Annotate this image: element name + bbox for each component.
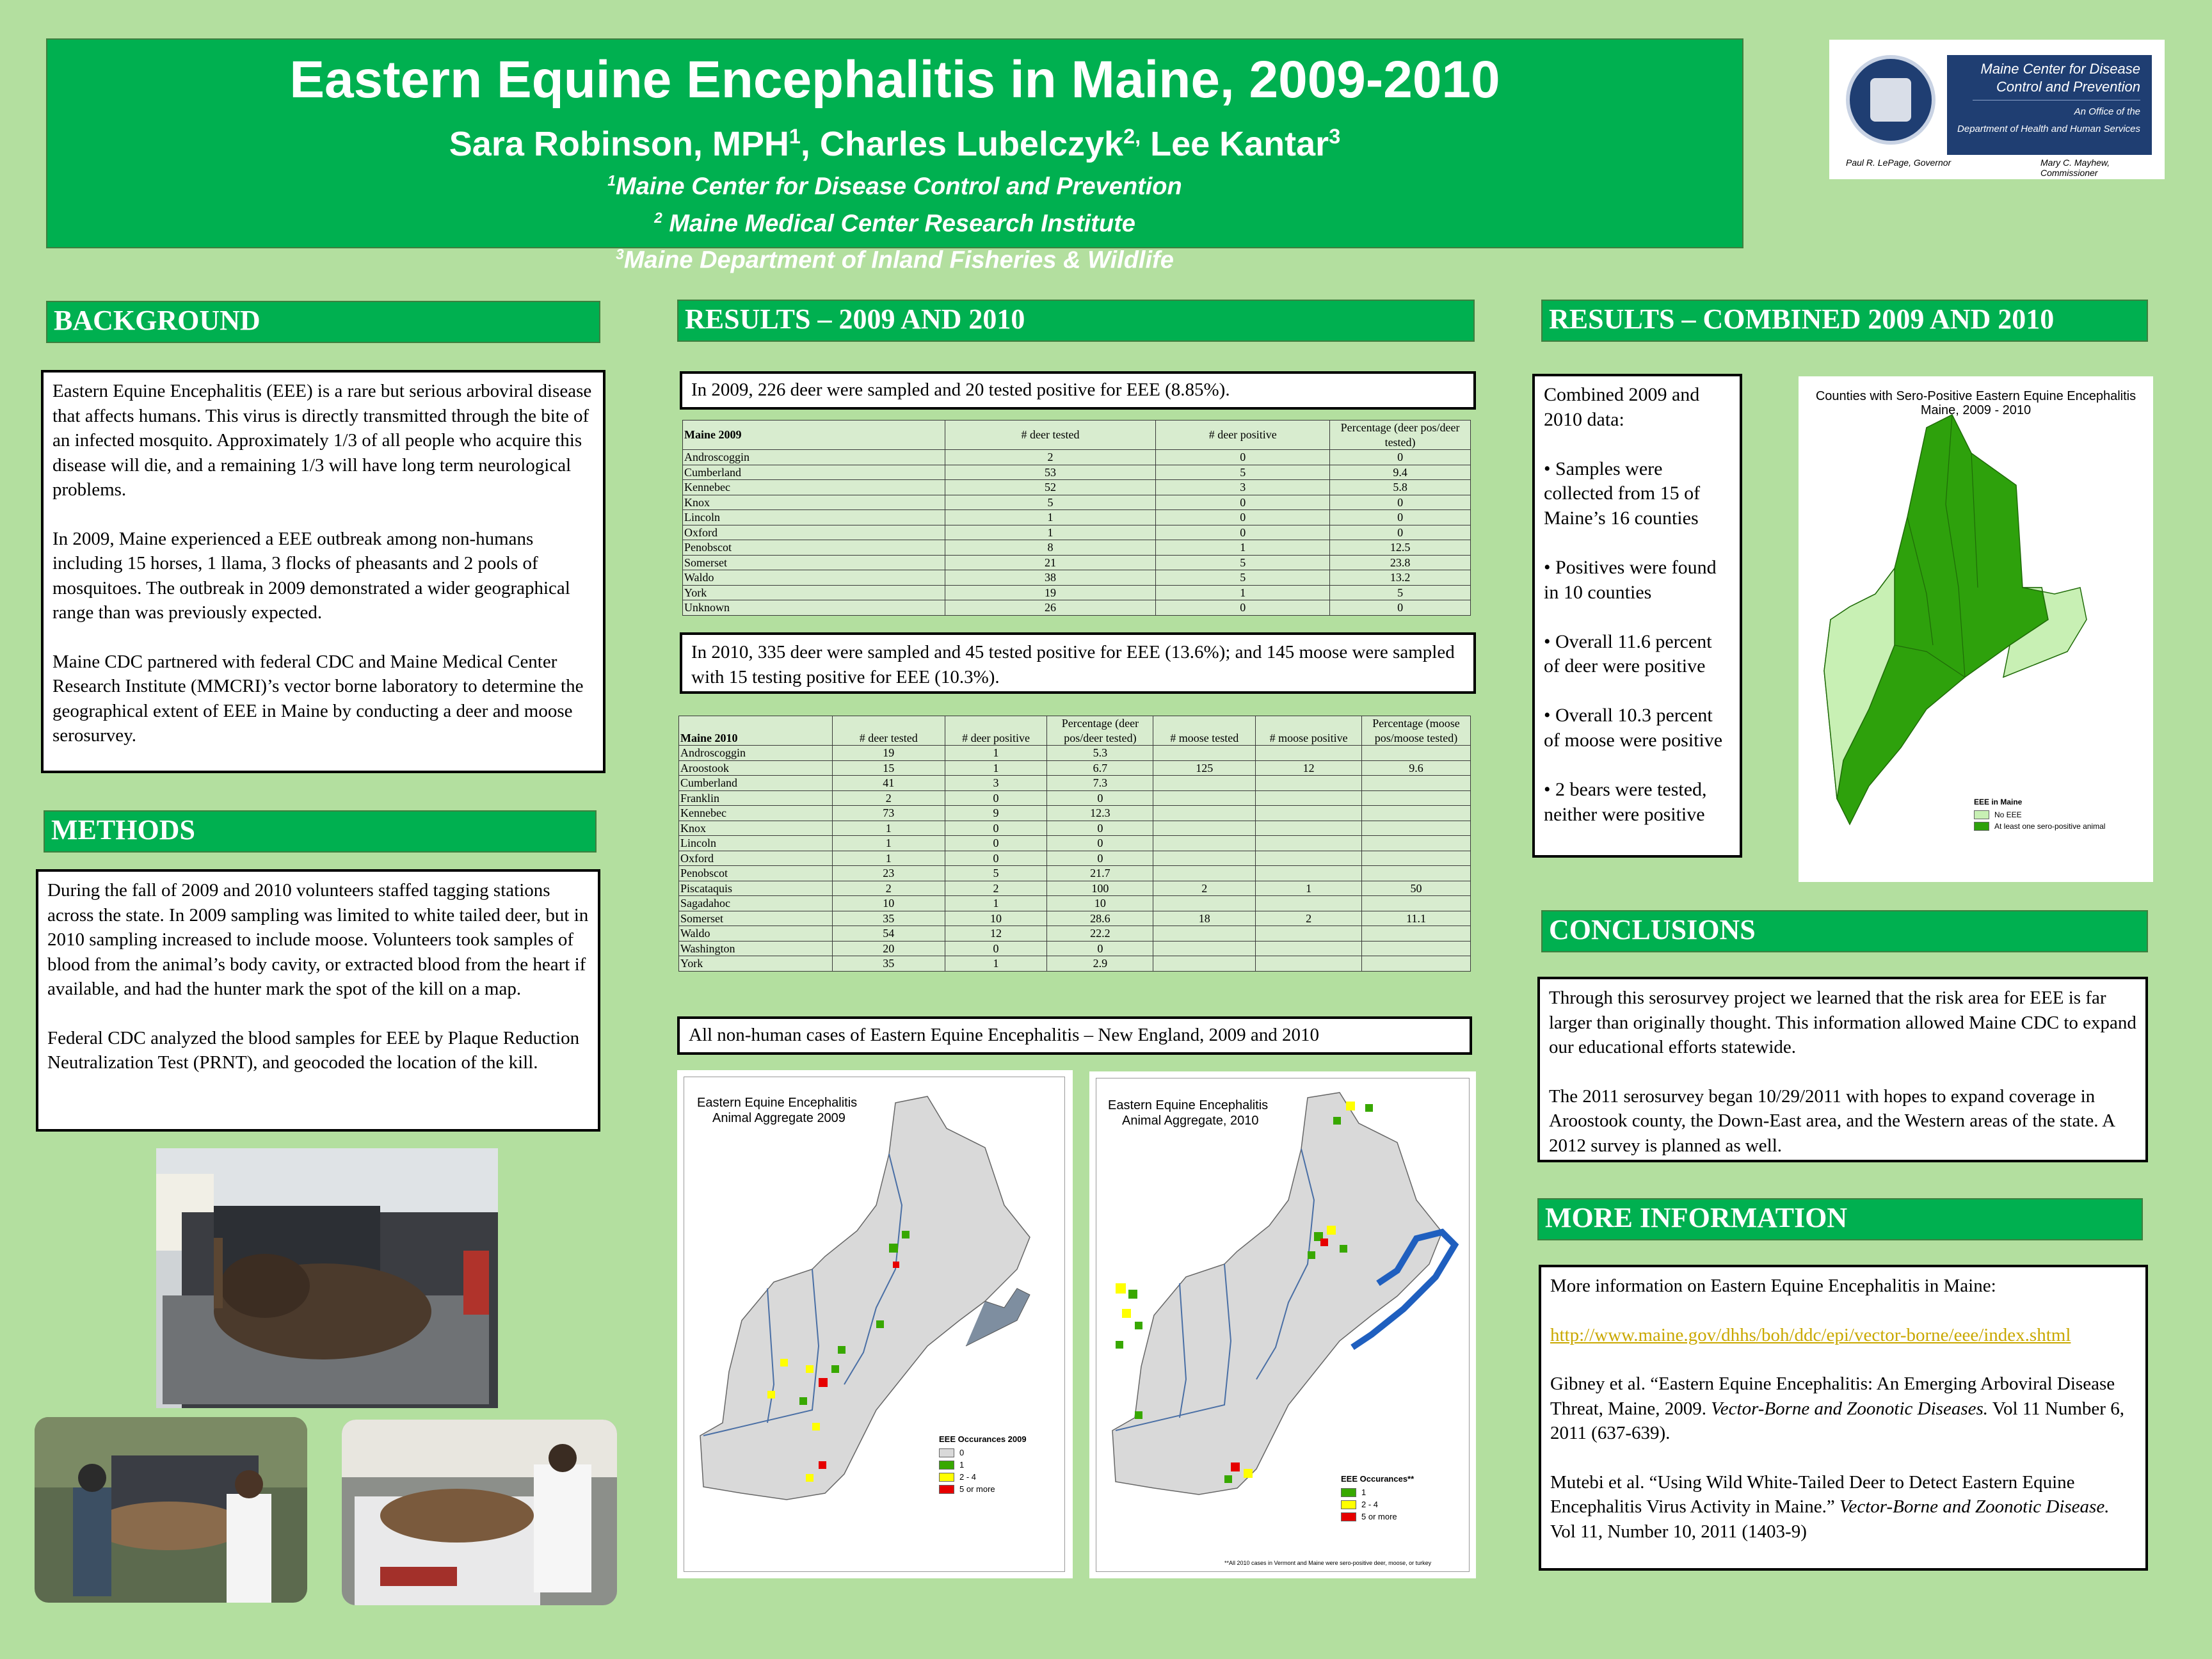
- t2009-header-cell: Maine 2009: [683, 421, 945, 450]
- table-cell: 0: [1047, 790, 1153, 806]
- table-row: [679, 806, 1471, 821]
- table-row: [679, 896, 1471, 911]
- table-cell: Oxford: [683, 525, 945, 540]
- table-cell: [1362, 926, 1471, 942]
- table-cell: 15: [832, 760, 945, 776]
- table-cell: Androscoggin: [683, 450, 945, 465]
- legend-swatch: [939, 1448, 954, 1457]
- table-cell: 23.8: [1330, 555, 1471, 570]
- table-cell: 8: [945, 540, 1156, 556]
- legend-item: [939, 1472, 1027, 1482]
- table-cell: 1: [945, 956, 1047, 972]
- table-cell: [1153, 926, 1256, 942]
- table-row: [679, 760, 1471, 776]
- table-cell: 125: [1153, 760, 1256, 776]
- table-cell: 2: [945, 450, 1156, 465]
- table-cell: 0: [1330, 600, 1471, 616]
- commissioner-name: Mary C. Mayhew, Commissioner: [2040, 157, 2110, 178]
- table-row: [683, 540, 1471, 556]
- maine-cdc-logo: [1829, 40, 2165, 179]
- table-cell: Waldo: [679, 926, 833, 942]
- reference-gibney: Gibney et al. “Eastern Equine Encephalitis: An Emerging Arboviral Disease Threat, Maine, 2009. Vector-Borne and Zoonotic Diseases. Vol 11 Number 6, 2011 (637-639).: [1550, 1374, 2124, 1443]
- legend-label: 1: [959, 1460, 965, 1470]
- t2010-header-cell: Maine 2010: [679, 716, 833, 746]
- legend-swatch: [939, 1473, 954, 1482]
- table-cell: 11.1: [1362, 911, 1471, 926]
- legend-label: 5 or more: [1361, 1512, 1397, 1521]
- table-cell: [1153, 956, 1256, 972]
- t2010-header-cell: # deer positive: [945, 716, 1047, 746]
- table-cell: 2: [1256, 911, 1362, 926]
- table-cell: 12.3: [1047, 806, 1153, 821]
- table-cell: Somerset: [683, 555, 945, 570]
- legend-swatch: [939, 1461, 954, 1470]
- table-cell: [1362, 896, 1471, 911]
- combined-text: Combined 2009 and 2010 data: • Samples were collected from 15 of Maine’s 16 counties • Positives were found in 10 counties • Overall 11.6 percent of deer were positive • Overall 10.3 percent of moose were positive • 2 bears were tested, neither were positive: [1532, 374, 1742, 858]
- table-cell: 41: [832, 776, 945, 791]
- table-row: [679, 941, 1471, 956]
- table-cell: 10: [1047, 896, 1153, 911]
- table-cell: 28.6: [1047, 911, 1153, 926]
- table-cell: 21.7: [1047, 866, 1153, 881]
- table-cell: 1: [945, 525, 1156, 540]
- table-cell: 1: [1156, 585, 1330, 600]
- table-cell: 0: [1047, 836, 1153, 851]
- table-cell: 0: [1330, 450, 1471, 465]
- reference-mutebi: Mutebi et al. “Using Wild White-Tailed Deer to Detect Eastern Equine Encephalitis Virus Activity in Maine.” Vector-Borne and Zoonotic Disease. Vol 11, Number 10, 2011 (1403-9): [1550, 1471, 2110, 1542]
- table-cell: 1: [945, 746, 1047, 761]
- table-row: [679, 911, 1471, 926]
- authors-line: Sara Robinson, MPH$^1$, Charles Lubelczyk$^{2,}$ Lee Kantar$^3$: [449, 125, 1341, 163]
- t2010-header-cell: # moose tested: [1153, 716, 1256, 746]
- table-cell: Aroostook: [679, 760, 833, 776]
- t2010-header-cell: # moose positive: [1256, 716, 1362, 746]
- table-cell: 13.2: [1330, 570, 1471, 586]
- table-cell: 35: [832, 956, 945, 972]
- author-2: Charles Lubelczyk: [819, 125, 1124, 163]
- table-2010: [678, 716, 1471, 972]
- table-cell: [1256, 776, 1362, 791]
- table-cell: Piscataquis: [679, 881, 833, 896]
- table-cell: 10: [945, 911, 1047, 926]
- table-cell: 19: [832, 746, 945, 761]
- table-row: [683, 570, 1471, 586]
- table-cell: 52: [945, 480, 1156, 495]
- table-cell: 2: [945, 881, 1047, 896]
- table-cell: Penobscot: [679, 866, 833, 881]
- table-2010-container: [678, 716, 1471, 972]
- table-cell: 5: [945, 495, 1156, 510]
- table-row: [679, 836, 1471, 851]
- table-row: [679, 866, 1471, 881]
- table-cell: Lincoln: [683, 510, 945, 525]
- t2009-header-cell: # deer positive: [1156, 421, 1330, 450]
- table-cell: 0: [945, 821, 1047, 836]
- table-cell: 53: [945, 465, 1156, 480]
- table-cell: 0: [1047, 851, 1153, 866]
- legend-swatch: [1341, 1500, 1356, 1509]
- table-cell: 73: [832, 806, 945, 821]
- table-row: [679, 746, 1471, 761]
- legend-item: [1341, 1487, 1414, 1497]
- table-cell: 0: [945, 790, 1047, 806]
- logo-panel: Maine Center for Disease Control and Prevention An Office of the Department of Health and Human Services: [1947, 55, 2152, 155]
- table-cell: Kennebec: [679, 806, 833, 821]
- table-row: [683, 525, 1471, 540]
- table-cell: Somerset: [679, 911, 833, 926]
- legend-item: [1974, 822, 2105, 831]
- table-cell: [1153, 836, 1256, 851]
- legend-swatch: [1974, 810, 1989, 819]
- results-2009-summary: In 2009, 226 deer were sampled and 20 tested positive for EEE (8.85%).: [680, 371, 1476, 410]
- table-cell: [1256, 821, 1362, 836]
- table-cell: 5: [1156, 570, 1330, 586]
- table-cell: [1153, 806, 1256, 821]
- table-row: [683, 465, 1471, 480]
- map-2010-new-england: [1096, 1078, 1470, 1573]
- t2010-header-cell: Percentage (moose pos/moose tested): [1362, 716, 1471, 746]
- combined-header: RESULTS – COMBINED 2009 AND 2010: [1541, 300, 2148, 342]
- table-cell: 5.8: [1330, 480, 1471, 495]
- table-cell: Androscoggin: [679, 746, 833, 761]
- table-cell: [1362, 866, 1471, 881]
- t2009-header-cell: # deer tested: [945, 421, 1156, 450]
- table-row: [683, 555, 1471, 570]
- table-cell: [1256, 790, 1362, 806]
- legend-label: 2 - 4: [1361, 1500, 1379, 1509]
- table-cell: Knox: [683, 495, 945, 510]
- table-cell: 0: [1156, 525, 1330, 540]
- legend-item: [939, 1448, 1027, 1457]
- table-cell: 0: [1047, 941, 1153, 956]
- table-cell: 12: [945, 926, 1047, 942]
- table-cell: 3: [945, 776, 1047, 791]
- table-cell: [1362, 821, 1471, 836]
- table-cell: 2: [832, 881, 945, 896]
- table-cell: 5: [945, 866, 1047, 881]
- map-2009-title: Eastern Equine Encephalitis Animal Aggregate 2009: [697, 1096, 858, 1125]
- table-cell: 1: [1256, 881, 1362, 896]
- table-cell: 6.7: [1047, 760, 1153, 776]
- table-cell: Cumberland: [679, 776, 833, 791]
- t2009-header-cell: Percentage (deer pos/deer tested): [1330, 421, 1471, 450]
- title-banner: [46, 38, 1743, 274]
- table-cell: Unknown: [683, 600, 945, 616]
- table-cell: [1362, 790, 1471, 806]
- table-row: [679, 851, 1471, 866]
- methods-text: During the fall of 2009 and 2010 volunteers staffed tagging stations across the state. In 2009 sampling was limited to white tailed deer, but in 2010 sampling increased to include moose. Volunteers took samples of blood from the animal’s body cavity, or extracted blood from the heart if available, and had the hunter mark the spot of the kill on a map. Federal CDC analyzed the blood samples for EEE by Plaque Reduction Neutralization Test (PRNT), and geocoded the location of the kill.: [36, 869, 600, 1132]
- table-cell: 0: [1330, 525, 1471, 540]
- table-row: [679, 790, 1471, 806]
- table-row: [679, 821, 1471, 836]
- legend-item: [939, 1484, 1027, 1494]
- more-info-header: MORE INFORMATION: [1537, 1198, 2143, 1240]
- table-cell: 20: [832, 941, 945, 956]
- table-cell: Oxford: [679, 851, 833, 866]
- table-row: [679, 956, 1471, 972]
- affiliation-3: $^3$Maine Department of Inland Fisheries & Wildlife: [616, 246, 1174, 274]
- results-header: RESULTS – 2009 AND 2010: [677, 300, 1475, 342]
- legend-label: At least one sero-positive animal: [1994, 822, 2106, 831]
- legend-swatch: [939, 1485, 954, 1494]
- table-cell: 5: [1156, 465, 1330, 480]
- legend-swatch: [1974, 822, 1989, 831]
- table-cell: [1362, 836, 1471, 851]
- table-cell: 1: [832, 821, 945, 836]
- table-cell: [1362, 806, 1471, 821]
- map-2009: [677, 1070, 1073, 1578]
- map-2010: [1089, 1071, 1476, 1578]
- table-cell: [1153, 746, 1256, 761]
- more-info-text: More information on Eastern Equine Encephalitis in Maine: http://www.maine.gov/dhhs/boh/ddc/epi/vector-borne/eee/index.shtml Gibney et al. “Eastern Equine Encephalitis: An Emerging Arboviral Disease Threat, Maine, 2009. Vector-Borne and Zoonotic Diseases. Vol 11 Number 6, 2011 (637-639). Mutebi et al. “Using Wild White-Tailed Deer to Detect Eastern Equine Encephalitis Virus Activity in Maine.” Vector-Borne and Zoonotic Disease. Vol 11, Number 10, 2011 (1403-9): [1539, 1265, 2148, 1571]
- table-cell: [1256, 926, 1362, 942]
- table-cell: 0: [945, 851, 1047, 866]
- state-seal-icon: [1846, 55, 1936, 145]
- maine-county-map: [1799, 376, 2153, 882]
- table-cell: 9: [945, 806, 1047, 821]
- legend-label: No EEE: [1994, 810, 2022, 819]
- legend-label: 5 or more: [959, 1484, 995, 1494]
- table-cell: 10: [832, 896, 945, 911]
- table-cell: [1362, 776, 1471, 791]
- photo-deer-in-truck: [342, 1420, 617, 1605]
- table-cell: 0: [1156, 600, 1330, 616]
- table-cell: 22.2: [1047, 926, 1153, 942]
- table-cell: [1362, 941, 1471, 956]
- table-cell: [1256, 746, 1362, 761]
- table-cell: 50: [1362, 881, 1471, 896]
- table-cell: [1153, 776, 1256, 791]
- legend-swatch: [1341, 1512, 1356, 1521]
- table-cell: Cumberland: [683, 465, 945, 480]
- table-cell: [1153, 821, 1256, 836]
- table-cell: 2: [1153, 881, 1256, 896]
- table-cell: 0: [945, 836, 1047, 851]
- table-cell: [1153, 866, 1256, 881]
- table-cell: 35: [832, 911, 945, 926]
- maine-map-title: Counties with Sero-Positive Eastern Equine Encephalitis Maine, 2009 - 2010: [1815, 389, 2136, 417]
- table-cell: [1256, 851, 1362, 866]
- legend-item: [1974, 810, 2105, 819]
- table-cell: [1153, 851, 1256, 866]
- table-cell: 54: [832, 926, 945, 942]
- table-cell: [1362, 851, 1471, 866]
- legend-item: [1341, 1512, 1414, 1521]
- table-row: [683, 495, 1471, 510]
- table-cell: 19: [945, 585, 1156, 600]
- table-cell: Kennebec: [683, 480, 945, 495]
- governor-name: Paul R. LePage, Governor: [1846, 157, 1952, 168]
- table-row: [679, 926, 1471, 942]
- table-cell: 1: [945, 510, 1156, 525]
- poster-title: Eastern Equine Encephalitis in Maine, 2009-2010: [289, 51, 1500, 109]
- table-row: [683, 450, 1471, 465]
- table-cell: 26: [945, 600, 1156, 616]
- table-cell: 18: [1153, 911, 1256, 926]
- legend-label: 1: [1361, 1487, 1366, 1497]
- table-cell: [1256, 896, 1362, 911]
- photo-volunteers-sampling: [35, 1417, 307, 1603]
- maine-map-legend: EEE in Maine No EEE At least one sero-positive animal: [1974, 797, 2106, 831]
- legend-item: [1341, 1500, 1414, 1509]
- table-cell: 0: [1156, 510, 1330, 525]
- table-cell: 9.6: [1362, 760, 1471, 776]
- table-cell: 100: [1047, 881, 1153, 896]
- table-cell: York: [679, 956, 833, 972]
- table-cell: 0: [1330, 510, 1471, 525]
- table-cell: 1: [945, 760, 1047, 776]
- conclusions-header: CONCLUSIONS: [1541, 910, 2148, 952]
- affiliation-2: $^2$ Maine Medical Center Research Institute: [654, 209, 1135, 237]
- table-cell: 23: [832, 866, 945, 881]
- table-cell: [1256, 866, 1362, 881]
- legend-label: 2 - 4: [959, 1472, 977, 1482]
- table-cell: [1153, 790, 1256, 806]
- table-cell: 2: [832, 790, 945, 806]
- table-cell: [1256, 956, 1362, 972]
- table-cell: 1: [1156, 540, 1330, 556]
- table-cell: Waldo: [683, 570, 945, 586]
- table-cell: Knox: [679, 821, 833, 836]
- table-cell: Franklin: [679, 790, 833, 806]
- table-cell: 0: [1156, 450, 1330, 465]
- table-cell: York: [683, 585, 945, 600]
- table-cell: 3: [1156, 480, 1330, 495]
- table-cell: Sagadahoc: [679, 896, 833, 911]
- table-row: [683, 600, 1471, 616]
- table-cell: 0: [1156, 495, 1330, 510]
- table-row: [683, 510, 1471, 525]
- table-cell: [1153, 941, 1256, 956]
- t2010-header-cell: # deer tested: [832, 716, 945, 746]
- map-2010-footnote: **All 2010 cases in Vermont and Maine were sero-positive deer, moose, or turkey: [1224, 1560, 1432, 1566]
- table-cell: 1: [945, 896, 1047, 911]
- t2010-header-cell: Percentage (deer pos/deer tested): [1047, 716, 1153, 746]
- table-cell: 0: [1330, 495, 1471, 510]
- table-cell: 1: [832, 851, 945, 866]
- table-cell: 1: [832, 836, 945, 851]
- table-cell: Washington: [679, 941, 833, 956]
- table-cell: 5: [1330, 585, 1471, 600]
- table-cell: [1256, 941, 1362, 956]
- table-cell: [1256, 836, 1362, 851]
- table-row: [679, 881, 1471, 896]
- background-text: Eastern Equine Encephalitis (EEE) is a rare but serious arboviral disease that affects humans. This virus is directly transmitted through the bite of an infected mosquito. Approximately 1/3 of all people who acquire this disease will die, and a remaining 1/3 will have long term neurological problems. In 2009, Maine experienced a EEE outbreak among non-humans including 15 horses, 1 llama, 3 flocks of pheasants and 2 pools of mosquitoes. The outbreak in 2009 demonstrated a wider geographical range than was previously expected. Maine CDC partnered with federal CDC and Maine Medical Center Research Institute (MMCRI)’s vector borne laboratory to determine the geographical extent of EEE in Maine by conducting a deer and moose serosurvey.: [41, 370, 605, 773]
- table-cell: 0: [1047, 821, 1153, 836]
- table-cell: 12.5: [1330, 540, 1471, 556]
- table-cell: 5.3: [1047, 746, 1153, 761]
- table-row: [683, 480, 1471, 495]
- table-cell: 5: [1156, 555, 1330, 570]
- table-cell: [1153, 896, 1256, 911]
- legend-item: [939, 1460, 1027, 1470]
- table-cell: 12: [1256, 760, 1362, 776]
- table-cell: 38: [945, 570, 1156, 586]
- methods-header: METHODS: [44, 810, 597, 853]
- table-cell: 0: [945, 941, 1047, 956]
- table-2009-container: [682, 420, 1471, 616]
- map-2009-legend: EEE Occurances 2009 0 1 2 - 4 5 or more: [939, 1434, 1027, 1494]
- eee-info-link[interactable]: http://www.maine.gov/dhhs/boh/ddc/epi/vector-borne/eee/index.shtml: [1550, 1324, 2071, 1345]
- author-3: Lee Kantar: [1150, 125, 1329, 163]
- map-2009-new-england: [684, 1077, 1066, 1573]
- photo-moose-in-truck: [156, 1148, 498, 1408]
- table-2009: [682, 420, 1471, 616]
- table-cell: 7.3: [1047, 776, 1153, 791]
- table-cell: 9.4: [1330, 465, 1471, 480]
- table-cell: [1362, 956, 1471, 972]
- legend-label: 0: [959, 1448, 965, 1457]
- table-cell: Penobscot: [683, 540, 945, 556]
- table-cell: [1256, 806, 1362, 821]
- table-cell: 2.9: [1047, 956, 1153, 972]
- map-2010-title: Eastern Equine Encephalitis Animal Aggregate, 2010: [1108, 1098, 1269, 1128]
- results-2010-summary: In 2010, 335 deer were sampled and 45 tested positive for EEE (13.6%); and 145 moose were sampled with 15 testing positive for EEE (10.3%).: [680, 632, 1476, 694]
- affiliation-1: $^1$Maine Center for Disease Control and Prevention: [607, 172, 1182, 200]
- legend-swatch: [1341, 1488, 1356, 1497]
- table-cell: Lincoln: [679, 836, 833, 851]
- table-row: [679, 776, 1471, 791]
- table-row: [683, 585, 1471, 600]
- map-2010-legend: EEE Occurances** 1 2 - 4 5 or more: [1341, 1474, 1415, 1521]
- background-header: BACKGROUND: [46, 301, 600, 343]
- maps-caption: All non-human cases of Eastern Equine Encephalitis – New England, 2009 and 2010: [677, 1016, 1472, 1055]
- author-1: Sara Robinson, MPH: [449, 125, 789, 163]
- table-cell: 21: [945, 555, 1156, 570]
- table-cell: [1362, 746, 1471, 761]
- conclusions-text: Through this serosurvey project we learned that the risk area for EEE is far larger than originally thought. This information allowed Maine CDC to expand our educational efforts statewide. The 2011 serosurvey began 10/29/2011 with hopes to expand coverage in Aroostook county, the Down-East area, and the Western areas of the state. A 2012 survey is planned as well.: [1537, 977, 2148, 1162]
